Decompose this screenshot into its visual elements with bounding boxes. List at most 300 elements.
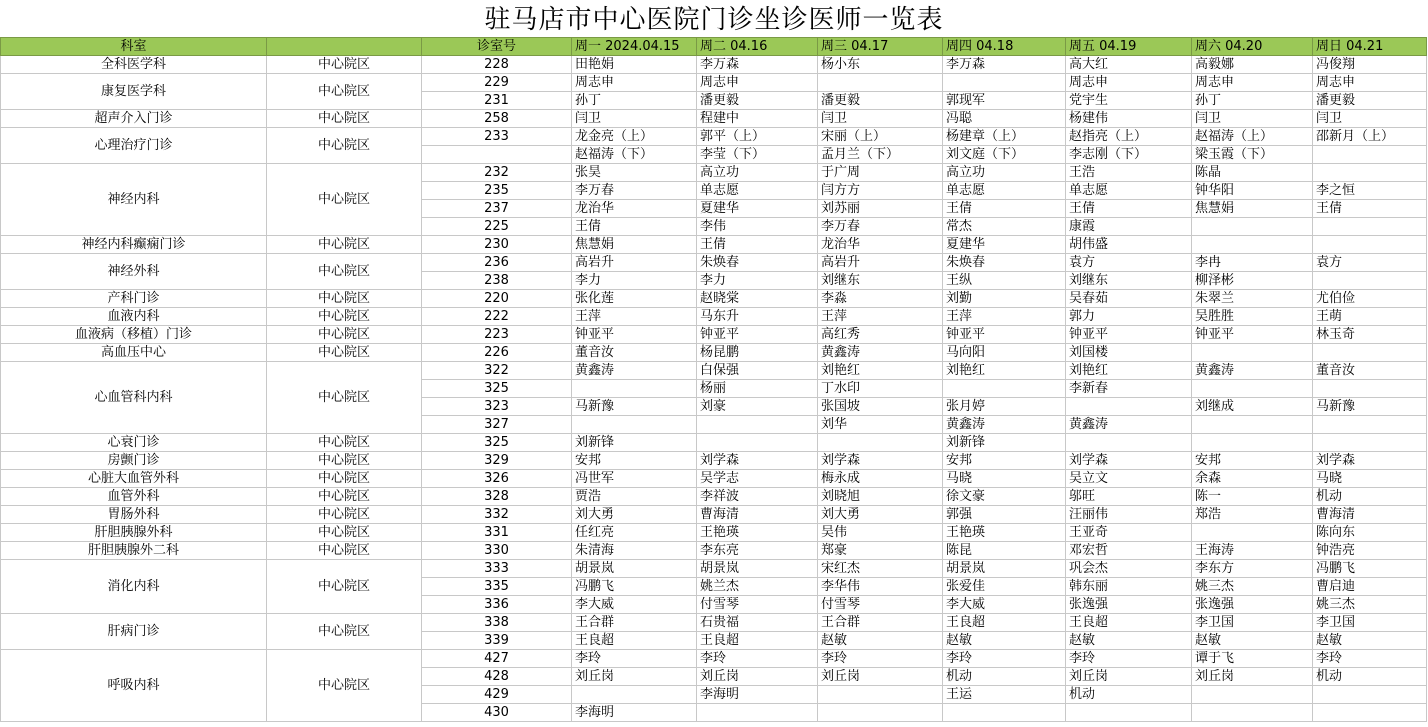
doctor-cell-thu	[943, 74, 1066, 92]
doctor-cell-fri: 党宇生	[1066, 92, 1192, 110]
doctor-cell-sat	[1192, 236, 1313, 254]
doctor-cell-sun: 董音汝	[1313, 362, 1427, 380]
doctor-cell-fri: 胡伟盛	[1066, 236, 1192, 254]
room-number: 228	[422, 56, 572, 74]
campus-area: 中心院区	[267, 524, 422, 542]
campus-area: 中心院区	[267, 56, 422, 74]
doctor-cell-sun	[1313, 164, 1427, 182]
header-day-mon: 周一 2024.04.15	[572, 38, 697, 56]
doctor-cell-fri: 李玲	[1066, 650, 1192, 668]
room-number: 237	[422, 200, 572, 218]
table-row	[1, 542, 1427, 560]
doctor-cell-sat	[1192, 704, 1313, 722]
doctor-cell-fri: 李新春	[1066, 380, 1192, 398]
doctor-cell-tue: 刘丘岗	[697, 668, 818, 686]
doctor-cell-fri: 邬旺	[1066, 488, 1192, 506]
room-number: 235	[422, 182, 572, 200]
doctor-cell-mon: 李玲	[572, 650, 697, 668]
doctor-cell-fri: 韩东丽	[1066, 578, 1192, 596]
doctor-cell-sat: 周志申	[1192, 74, 1313, 92]
doctor-cell-sun: 袁方	[1313, 254, 1427, 272]
room-number: 339	[422, 632, 572, 650]
doctor-cell-wed	[818, 74, 943, 92]
doctor-cell-fri: 黄鑫涛	[1066, 416, 1192, 434]
doctor-cell-fri: 高大红	[1066, 56, 1192, 74]
doctor-cell-fri: 李志刚（下）	[1066, 146, 1192, 164]
room-number: 230	[422, 236, 572, 254]
doctor-cell-tue: 马东升	[697, 308, 818, 326]
doctor-cell-thu: 李万森	[943, 56, 1066, 74]
department-name: 胃肠外科	[1, 506, 267, 524]
doctor-cell-tue: 刘豪	[697, 398, 818, 416]
table-row	[1, 434, 1427, 452]
doctor-cell-fri: 汪丽伟	[1066, 506, 1192, 524]
doctor-cell-sun	[1313, 686, 1427, 704]
doctor-cell-wed: 潘更毅	[818, 92, 943, 110]
header-day-tue: 周二 04.16	[697, 38, 818, 56]
table-row	[1, 308, 1427, 326]
doctor-cell-tue: 石贵福	[697, 614, 818, 632]
doctor-cell-thu: 王纵	[943, 272, 1066, 290]
doctor-cell-mon: 王倩	[572, 218, 697, 236]
campus-area: 中心院区	[267, 290, 422, 308]
doctor-cell-sat	[1192, 218, 1313, 236]
doctor-cell-thu: 王艳瑛	[943, 524, 1066, 542]
doctor-cell-wed: 刘苏丽	[818, 200, 943, 218]
doctor-cell-thu	[943, 380, 1066, 398]
doctor-cell-thu: 钟亚平	[943, 326, 1066, 344]
doctor-cell-tue: 王倩	[697, 236, 818, 254]
doctor-cell-sat: 赵福涛（上）	[1192, 128, 1313, 146]
doctor-cell-sat: 焦慧娟	[1192, 200, 1313, 218]
doctor-cell-sun	[1313, 146, 1427, 164]
department-name: 心衰门诊	[1, 434, 267, 452]
doctor-cell-sat: 黄鑫涛	[1192, 362, 1313, 380]
doctor-cell-sat: 钟亚平	[1192, 326, 1313, 344]
doctor-cell-fri: 杨建伟	[1066, 110, 1192, 128]
doctor-cell-sat: 陈一	[1192, 488, 1313, 506]
campus-area: 中心院区	[267, 434, 422, 452]
doctor-cell-tue: 夏建华	[697, 200, 818, 218]
table-row	[1, 164, 1427, 182]
department-name: 血管外科	[1, 488, 267, 506]
doctor-cell-fri	[1066, 704, 1192, 722]
doctor-cell-tue: 单志愿	[697, 182, 818, 200]
room-number: 326	[422, 470, 572, 488]
doctor-cell-tue: 李海明	[697, 686, 818, 704]
campus-area: 中心院区	[267, 236, 422, 254]
doctor-cell-tue: 郭平（上）	[697, 128, 818, 146]
doctor-cell-sat: 梁玉霞（下）	[1192, 146, 1313, 164]
doctor-cell-thu: 刘新锋	[943, 434, 1066, 452]
campus-area: 中心院区	[267, 110, 422, 128]
room-number: 429	[422, 686, 572, 704]
doctor-cell-sun	[1313, 236, 1427, 254]
department-name: 肝胆胰腺外科	[1, 524, 267, 542]
doctor-cell-tue: 钟亚平	[697, 326, 818, 344]
doctor-cell-thu: 李玲	[943, 650, 1066, 668]
doctor-cell-thu: 常杰	[943, 218, 1066, 236]
doctor-cell-mon: 刘新锋	[572, 434, 697, 452]
table-row	[1, 290, 1427, 308]
room-number	[422, 146, 572, 164]
department-name: 肝胆胰腺外二科	[1, 542, 267, 560]
header-day-thu: 周四 04.18	[943, 38, 1066, 56]
room-number: 229	[422, 74, 572, 92]
doctor-cell-thu: 赵敏	[943, 632, 1066, 650]
doctor-cell-thu: 刘文庭（下）	[943, 146, 1066, 164]
doctor-cell-fri: 刘继东	[1066, 272, 1192, 290]
header-day-fri: 周五 04.19	[1066, 38, 1192, 56]
room-number: 430	[422, 704, 572, 722]
doctor-cell-mon: 朱清海	[572, 542, 697, 560]
doctor-cell-fri: 王亚奇	[1066, 524, 1192, 542]
doctor-cell-sat: 刘丘岗	[1192, 668, 1313, 686]
doctor-cell-wed: 赵敏	[818, 632, 943, 650]
doctor-cell-sun: 冯俊翔	[1313, 56, 1427, 74]
doctor-cell-fri: 吴立文	[1066, 470, 1192, 488]
room-number: 222	[422, 308, 572, 326]
doctor-cell-mon: 王萍	[572, 308, 697, 326]
doctor-cell-tue: 李伟	[697, 218, 818, 236]
doctor-cell-thu: 王萍	[943, 308, 1066, 326]
doctor-cell-sun: 姚三杰	[1313, 596, 1427, 614]
doctor-cell-sun	[1313, 434, 1427, 452]
doctor-cell-sun: 闫卫	[1313, 110, 1427, 128]
doctor-cell-sun	[1313, 272, 1427, 290]
doctor-cell-sat: 安邦	[1192, 452, 1313, 470]
doctor-cell-mon: 贾浩	[572, 488, 697, 506]
doctor-cell-thu: 胡景岚	[943, 560, 1066, 578]
doctor-cell-tue	[697, 704, 818, 722]
doctor-cell-mon: 李大威	[572, 596, 697, 614]
doctor-cell-wed: 王萍	[818, 308, 943, 326]
room-number: 338	[422, 614, 572, 632]
doctor-cell-tue: 白保强	[697, 362, 818, 380]
doctor-cell-mon: 周志申	[572, 74, 697, 92]
table-row	[1, 362, 1427, 380]
header-area	[267, 38, 422, 56]
doctor-cell-wed: 刘继东	[818, 272, 943, 290]
doctor-cell-thu: 李大威	[943, 596, 1066, 614]
doctor-cell-fri: 机动	[1066, 686, 1192, 704]
doctor-cell-fri: 郭力	[1066, 308, 1192, 326]
campus-area: 中心院区	[267, 614, 422, 650]
doctor-cell-wed: 刘晓旭	[818, 488, 943, 506]
doctor-cell-fri: 钟亚平	[1066, 326, 1192, 344]
room-number: 223	[422, 326, 572, 344]
doctor-cell-mon: 张昊	[572, 164, 697, 182]
doctor-cell-tue: 潘更毅	[697, 92, 818, 110]
doctor-cell-wed: 付雪琴	[818, 596, 943, 614]
doctor-cell-tue: 周志申	[697, 74, 818, 92]
doctor-cell-sun: 李之恒	[1313, 182, 1427, 200]
doctor-cell-tue: 高立功	[697, 164, 818, 182]
doctor-cell-sun: 曹启迪	[1313, 578, 1427, 596]
doctor-cell-fri: 周志申	[1066, 74, 1192, 92]
department-name: 房颤门诊	[1, 452, 267, 470]
doctor-cell-mon: 李万春	[572, 182, 697, 200]
doctor-cell-sun: 林玉奇	[1313, 326, 1427, 344]
doctor-cell-thu: 郭强	[943, 506, 1066, 524]
room-number: 329	[422, 452, 572, 470]
doctor-cell-tue: 吴学志	[697, 470, 818, 488]
doctor-cell-fri: 张逸强	[1066, 596, 1192, 614]
room-number: 236	[422, 254, 572, 272]
doctor-cell-fri: 赵敏	[1066, 632, 1192, 650]
doctor-cell-fri: 刘学森	[1066, 452, 1192, 470]
doctor-cell-mon: 钟亚平	[572, 326, 697, 344]
doctor-cell-mon: 闫卫	[572, 110, 697, 128]
doctor-cell-tue: 王良超	[697, 632, 818, 650]
table-row	[1, 254, 1427, 272]
room-number: 327	[422, 416, 572, 434]
department-name: 血液病（移植）门诊	[1, 326, 267, 344]
doctor-cell-mon: 黄鑫涛	[572, 362, 697, 380]
doctor-cell-sat: 钟华阳	[1192, 182, 1313, 200]
doctor-cell-tue: 李玲	[697, 650, 818, 668]
doctor-cell-sun	[1313, 344, 1427, 362]
doctor-cell-fri: 康霞	[1066, 218, 1192, 236]
department-name: 全科医学科	[1, 56, 267, 74]
header-row	[1, 38, 1427, 56]
doctor-cell-tue: 程建中	[697, 110, 818, 128]
doctor-cell-sat: 闫卫	[1192, 110, 1313, 128]
doctor-cell-mon: 高岩升	[572, 254, 697, 272]
department-name: 心血管科内科	[1, 362, 267, 434]
doctor-cell-wed: 闫方方	[818, 182, 943, 200]
doctor-cell-sun	[1313, 704, 1427, 722]
department-name: 高血压中心	[1, 344, 267, 362]
doctor-cell-tue: 李东亮	[697, 542, 818, 560]
doctor-cell-tue: 李祥波	[697, 488, 818, 506]
doctor-cell-wed: 宋丽（上）	[818, 128, 943, 146]
department-name: 血液内科	[1, 308, 267, 326]
doctor-cell-tue: 杨昆鹏	[697, 344, 818, 362]
doctor-cell-mon: 赵福涛（下）	[572, 146, 697, 164]
doctor-cell-mon: 马新豫	[572, 398, 697, 416]
doctor-cell-mon: 张化莲	[572, 290, 697, 308]
department-name: 神经内科癫痫门诊	[1, 236, 267, 254]
campus-area: 中心院区	[267, 344, 422, 362]
department-name: 心理治疗门诊	[1, 128, 267, 164]
room-number: 325	[422, 434, 572, 452]
campus-area: 中心院区	[267, 164, 422, 236]
room-number: 323	[422, 398, 572, 416]
doctor-cell-sat	[1192, 686, 1313, 704]
doctor-cell-sun: 马新豫	[1313, 398, 1427, 416]
table-row	[1, 344, 1427, 362]
doctor-cell-wed: 李华伟	[818, 578, 943, 596]
doctor-cell-wed: 李淼	[818, 290, 943, 308]
doctor-cell-tue: 王艳瑛	[697, 524, 818, 542]
doctor-cell-mon: 李海明	[572, 704, 697, 722]
table-row	[1, 470, 1427, 488]
doctor-cell-sat: 柳泽彬	[1192, 272, 1313, 290]
doctor-cell-sun: 赵敏	[1313, 632, 1427, 650]
room-number: 325	[422, 380, 572, 398]
room-number: 335	[422, 578, 572, 596]
doctor-cell-tue: 李莹（下）	[697, 146, 818, 164]
doctor-cell-sat: 李东方	[1192, 560, 1313, 578]
doctor-cell-wed: 李玲	[818, 650, 943, 668]
doctor-cell-sat	[1192, 416, 1313, 434]
doctor-cell-sun: 冯鹏飞	[1313, 560, 1427, 578]
doctor-cell-fri: 赵指亮（上）	[1066, 128, 1192, 146]
doctor-cell-sat: 余森	[1192, 470, 1313, 488]
doctor-cell-sat: 陈晶	[1192, 164, 1313, 182]
doctor-cell-thu: 刘勤	[943, 290, 1066, 308]
doctor-cell-thu: 徐文豪	[943, 488, 1066, 506]
doctor-cell-sun: 潘更毅	[1313, 92, 1427, 110]
doctor-cell-tue: 朱焕春	[697, 254, 818, 272]
doctor-cell-mon	[572, 686, 697, 704]
doctor-cell-thu: 高立功	[943, 164, 1066, 182]
campus-area: 中心院区	[267, 506, 422, 524]
doctor-cell-wed: 高岩升	[818, 254, 943, 272]
table-row	[1, 110, 1427, 128]
table-row	[1, 74, 1427, 92]
doctor-cell-wed: 黄鑫涛	[818, 344, 943, 362]
doctor-cell-thu: 单志愿	[943, 182, 1066, 200]
doctor-cell-fri: 袁方	[1066, 254, 1192, 272]
room-number: 427	[422, 650, 572, 668]
department-name: 肝病门诊	[1, 614, 267, 650]
doctor-cell-thu: 张月婷	[943, 398, 1066, 416]
room-number: 238	[422, 272, 572, 290]
campus-area: 中心院区	[267, 560, 422, 614]
campus-area: 中心院区	[267, 326, 422, 344]
room-number: 336	[422, 596, 572, 614]
doctor-cell-fri: 刘国楼	[1066, 344, 1192, 362]
doctor-cell-tue	[697, 434, 818, 452]
doctor-cell-sat: 姚三杰	[1192, 578, 1313, 596]
doctor-cell-mon: 董音汝	[572, 344, 697, 362]
table-row	[1, 326, 1427, 344]
room-number: 233	[422, 128, 572, 146]
doctor-cell-mon: 李力	[572, 272, 697, 290]
room-number: 331	[422, 524, 572, 542]
room-number: 220	[422, 290, 572, 308]
doctor-cell-fri	[1066, 434, 1192, 452]
doctor-cell-mon: 孙丁	[572, 92, 697, 110]
doctor-cell-sun: 机动	[1313, 668, 1427, 686]
doctor-cell-thu: 马晓	[943, 470, 1066, 488]
campus-area: 中心院区	[267, 542, 422, 560]
table-row	[1, 506, 1427, 524]
department-name: 神经内科	[1, 164, 267, 236]
doctor-cell-tue: 付雪琴	[697, 596, 818, 614]
doctor-cell-sun: 曹海清	[1313, 506, 1427, 524]
doctor-cell-mon: 安邦	[572, 452, 697, 470]
table-row	[1, 236, 1427, 254]
header-day-sun: 周日 04.21	[1313, 38, 1427, 56]
campus-area: 中心院区	[267, 488, 422, 506]
doctor-cell-sat: 赵敏	[1192, 632, 1313, 650]
doctor-cell-sat: 王海涛	[1192, 542, 1313, 560]
doctor-cell-mon: 王合群	[572, 614, 697, 632]
campus-area: 中心院区	[267, 452, 422, 470]
doctor-cell-mon: 田艳娟	[572, 56, 697, 74]
room-number: 232	[422, 164, 572, 182]
department-name: 康复医学科	[1, 74, 267, 110]
doctor-cell-wed: 李万春	[818, 218, 943, 236]
doctor-cell-tue	[697, 416, 818, 434]
doctor-cell-wed: 高红秀	[818, 326, 943, 344]
doctor-cell-sat	[1192, 524, 1313, 542]
table-row	[1, 650, 1427, 668]
doctor-cell-sun: 尤伯俭	[1313, 290, 1427, 308]
doctor-cell-wed: 闫卫	[818, 110, 943, 128]
doctor-cell-thu: 杨建章（上）	[943, 128, 1066, 146]
campus-area: 中心院区	[267, 470, 422, 488]
doctor-cell-mon: 王良超	[572, 632, 697, 650]
doctor-cell-thu: 王倩	[943, 200, 1066, 218]
doctor-cell-sun: 机动	[1313, 488, 1427, 506]
campus-area: 中心院区	[267, 128, 422, 164]
doctor-cell-wed: 吴伟	[818, 524, 943, 542]
doctor-cell-mon: 冯世军	[572, 470, 697, 488]
table-row	[1, 524, 1427, 542]
room-number: 330	[422, 542, 572, 560]
doctor-cell-mon: 刘大勇	[572, 506, 697, 524]
doctor-cell-thu: 马向阳	[943, 344, 1066, 362]
doctor-cell-tue: 姚兰杰	[697, 578, 818, 596]
doctor-cell-sun: 陈向东	[1313, 524, 1427, 542]
doctor-cell-sun	[1313, 218, 1427, 236]
department-name: 消化内科	[1, 560, 267, 614]
doctor-cell-wed: 宋红杰	[818, 560, 943, 578]
table-row	[1, 452, 1427, 470]
doctor-cell-sat: 吴胜胜	[1192, 308, 1313, 326]
doctor-cell-fri: 邓宏哲	[1066, 542, 1192, 560]
doctor-cell-sun: 邵新月（上）	[1313, 128, 1427, 146]
campus-area: 中心院区	[267, 650, 422, 722]
department-name: 超声介入门诊	[1, 110, 267, 128]
doctor-cell-wed: 刘华	[818, 416, 943, 434]
room-number: 328	[422, 488, 572, 506]
doctor-cell-tue: 杨丽	[697, 380, 818, 398]
doctor-cell-thu: 冯聪	[943, 110, 1066, 128]
doctor-cell-mon: 刘丘岗	[572, 668, 697, 686]
doctor-cell-wed: 孟月兰（下）	[818, 146, 943, 164]
doctor-cell-mon	[572, 380, 697, 398]
doctor-cell-sun: 王萌	[1313, 308, 1427, 326]
header-department: 科室	[1, 38, 267, 56]
doctor-cell-thu: 安邦	[943, 452, 1066, 470]
room-number: 231	[422, 92, 572, 110]
doctor-cell-mon	[572, 416, 697, 434]
doctor-cell-fri: 王倩	[1066, 200, 1192, 218]
doctor-cell-wed: 王合群	[818, 614, 943, 632]
doctor-cell-fri: 刘丘岗	[1066, 668, 1192, 686]
room-number: 428	[422, 668, 572, 686]
doctor-cell-fri: 王良超	[1066, 614, 1192, 632]
doctor-cell-mon: 龙治华	[572, 200, 697, 218]
doctor-cell-thu: 王运	[943, 686, 1066, 704]
room-number: 332	[422, 506, 572, 524]
doctor-cell-fri: 单志愿	[1066, 182, 1192, 200]
department-name: 产科门诊	[1, 290, 267, 308]
doctor-cell-wed: 龙治华	[818, 236, 943, 254]
doctor-cell-mon: 胡景岚	[572, 560, 697, 578]
doctor-cell-thu: 刘艳红	[943, 362, 1066, 380]
department-name: 呼吸内科	[1, 650, 267, 722]
room-number: 333	[422, 560, 572, 578]
table-row	[1, 488, 1427, 506]
header-day-wed: 周三 04.17	[818, 38, 943, 56]
doctor-cell-sat: 李冉	[1192, 254, 1313, 272]
